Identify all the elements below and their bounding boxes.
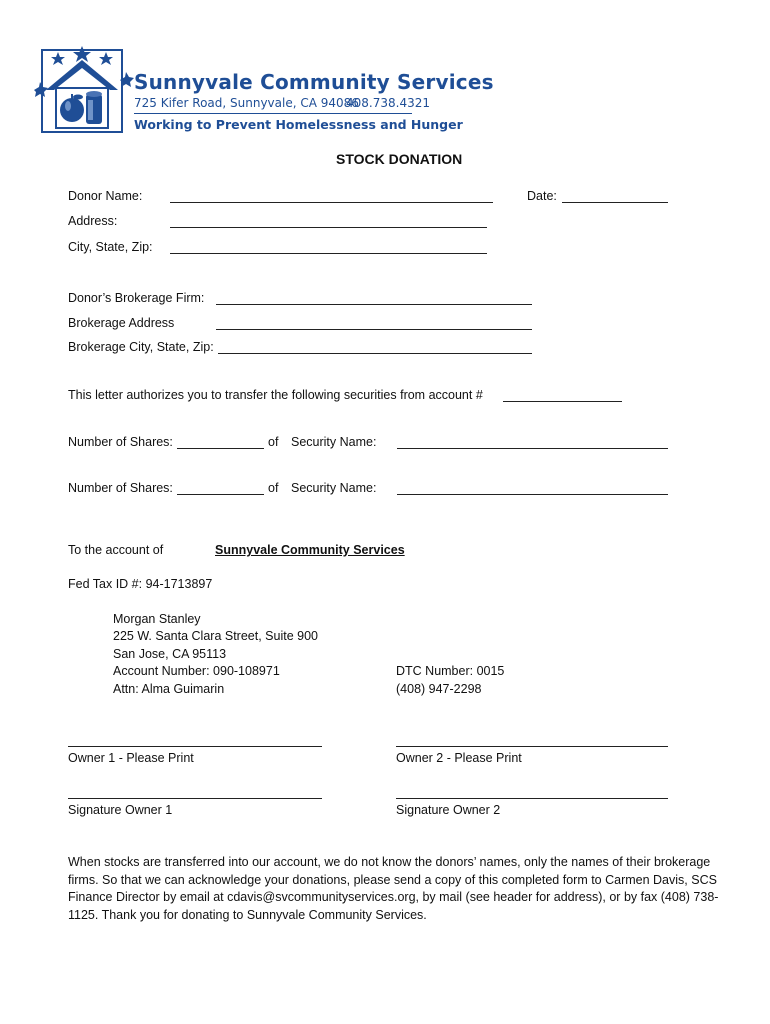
owner1-print-field[interactable] bbox=[68, 746, 322, 747]
brokerage-firm-field[interactable] bbox=[216, 304, 532, 305]
org-phone: 408.738.4321 bbox=[346, 96, 430, 110]
header-divider bbox=[134, 113, 412, 114]
security-name-label: Security Name: bbox=[291, 481, 377, 495]
page-title: STOCK DONATION bbox=[336, 151, 463, 167]
broker-account-number: Account Number: 090-108971 bbox=[113, 664, 280, 678]
brokerage-address-field[interactable] bbox=[216, 329, 532, 330]
broker-street: 225 W. Santa Clara Street, Suite 900 bbox=[113, 629, 318, 643]
owner2-print-field[interactable] bbox=[396, 746, 668, 747]
broker-city: San Jose, CA 95113 bbox=[113, 647, 227, 661]
shares-field[interactable] bbox=[177, 494, 264, 495]
shares-label: Number of Shares: bbox=[68, 481, 173, 495]
owner1-print-label: Owner 1 - Please Print bbox=[68, 751, 194, 765]
broker-phone: (408) 947-2298 bbox=[396, 682, 482, 696]
donor-name-label: Donor Name: bbox=[68, 189, 143, 203]
recipient-name: Sunnyvale Community Services bbox=[215, 543, 405, 557]
brokerage-city-label: Brokerage City, State, Zip: bbox=[68, 340, 214, 354]
broker-attn: Attn: Alma Guimarin bbox=[113, 682, 225, 696]
date-label: Date: bbox=[527, 189, 557, 203]
broker-name: Morgan Stanley bbox=[113, 612, 201, 626]
sunnyvale-logo-icon bbox=[32, 44, 134, 136]
city-state-zip-label: City, State, Zip: bbox=[68, 240, 153, 254]
tax-id: Fed Tax ID #: 94-1713897 bbox=[68, 577, 213, 591]
owner1-signature-label: Signature Owner 1 bbox=[68, 803, 173, 817]
brokerage-firm-label: Donor’s Brokerage Firm: bbox=[68, 291, 205, 305]
owner2-signature-label: Signature Owner 2 bbox=[396, 803, 501, 817]
donor-name-field[interactable] bbox=[170, 202, 493, 203]
security-name-label: Security Name: bbox=[291, 435, 377, 449]
org-tagline: Working to Prevent Homelessness and Hunger bbox=[134, 117, 463, 132]
footer-note: When stocks are transferred into our account, we do not know the donors’ names, only the names of their brokerage firms. So that we can acknowledge your donations, please send a copy of this completed form to Carmen Davis, SCS Finance Director by email at cdavis@svcommunityservices.org, by mail (see header for address), or by fax (408) 738-1125. Thank you for donating to Sunnyvale Community Services. bbox=[68, 855, 719, 922]
authorization-text: This letter authorizes you to transfer the following securities from account # bbox=[68, 388, 483, 402]
to-account-label: To the account of bbox=[68, 543, 164, 557]
org-address: 725 Kifer Road, Sunnyvale, CA 94086 bbox=[134, 96, 359, 110]
owner2-signature-field[interactable] bbox=[396, 798, 668, 799]
owner1-signature-field[interactable] bbox=[68, 798, 322, 799]
security-name-field[interactable] bbox=[397, 448, 668, 449]
shares-label: Number of Shares: bbox=[68, 435, 173, 449]
shares-field[interactable] bbox=[177, 448, 264, 449]
address-field[interactable] bbox=[170, 227, 487, 228]
address-label: Address: bbox=[68, 214, 118, 228]
owner2-print-label: Owner 2 - Please Print bbox=[396, 751, 522, 765]
account-number-field[interactable] bbox=[503, 401, 622, 402]
brokerage-city-field[interactable] bbox=[218, 353, 532, 354]
security-name-field[interactable] bbox=[397, 494, 668, 495]
brokerage-address-label: Brokerage Address bbox=[68, 316, 175, 330]
dtc-number: DTC Number: 0015 bbox=[396, 664, 505, 678]
org-name: Sunnyvale Community Services bbox=[134, 70, 494, 94]
of-label: of bbox=[268, 481, 279, 495]
date-field[interactable] bbox=[562, 202, 668, 203]
of-label: of bbox=[268, 435, 279, 449]
city-state-zip-field[interactable] bbox=[170, 253, 487, 254]
